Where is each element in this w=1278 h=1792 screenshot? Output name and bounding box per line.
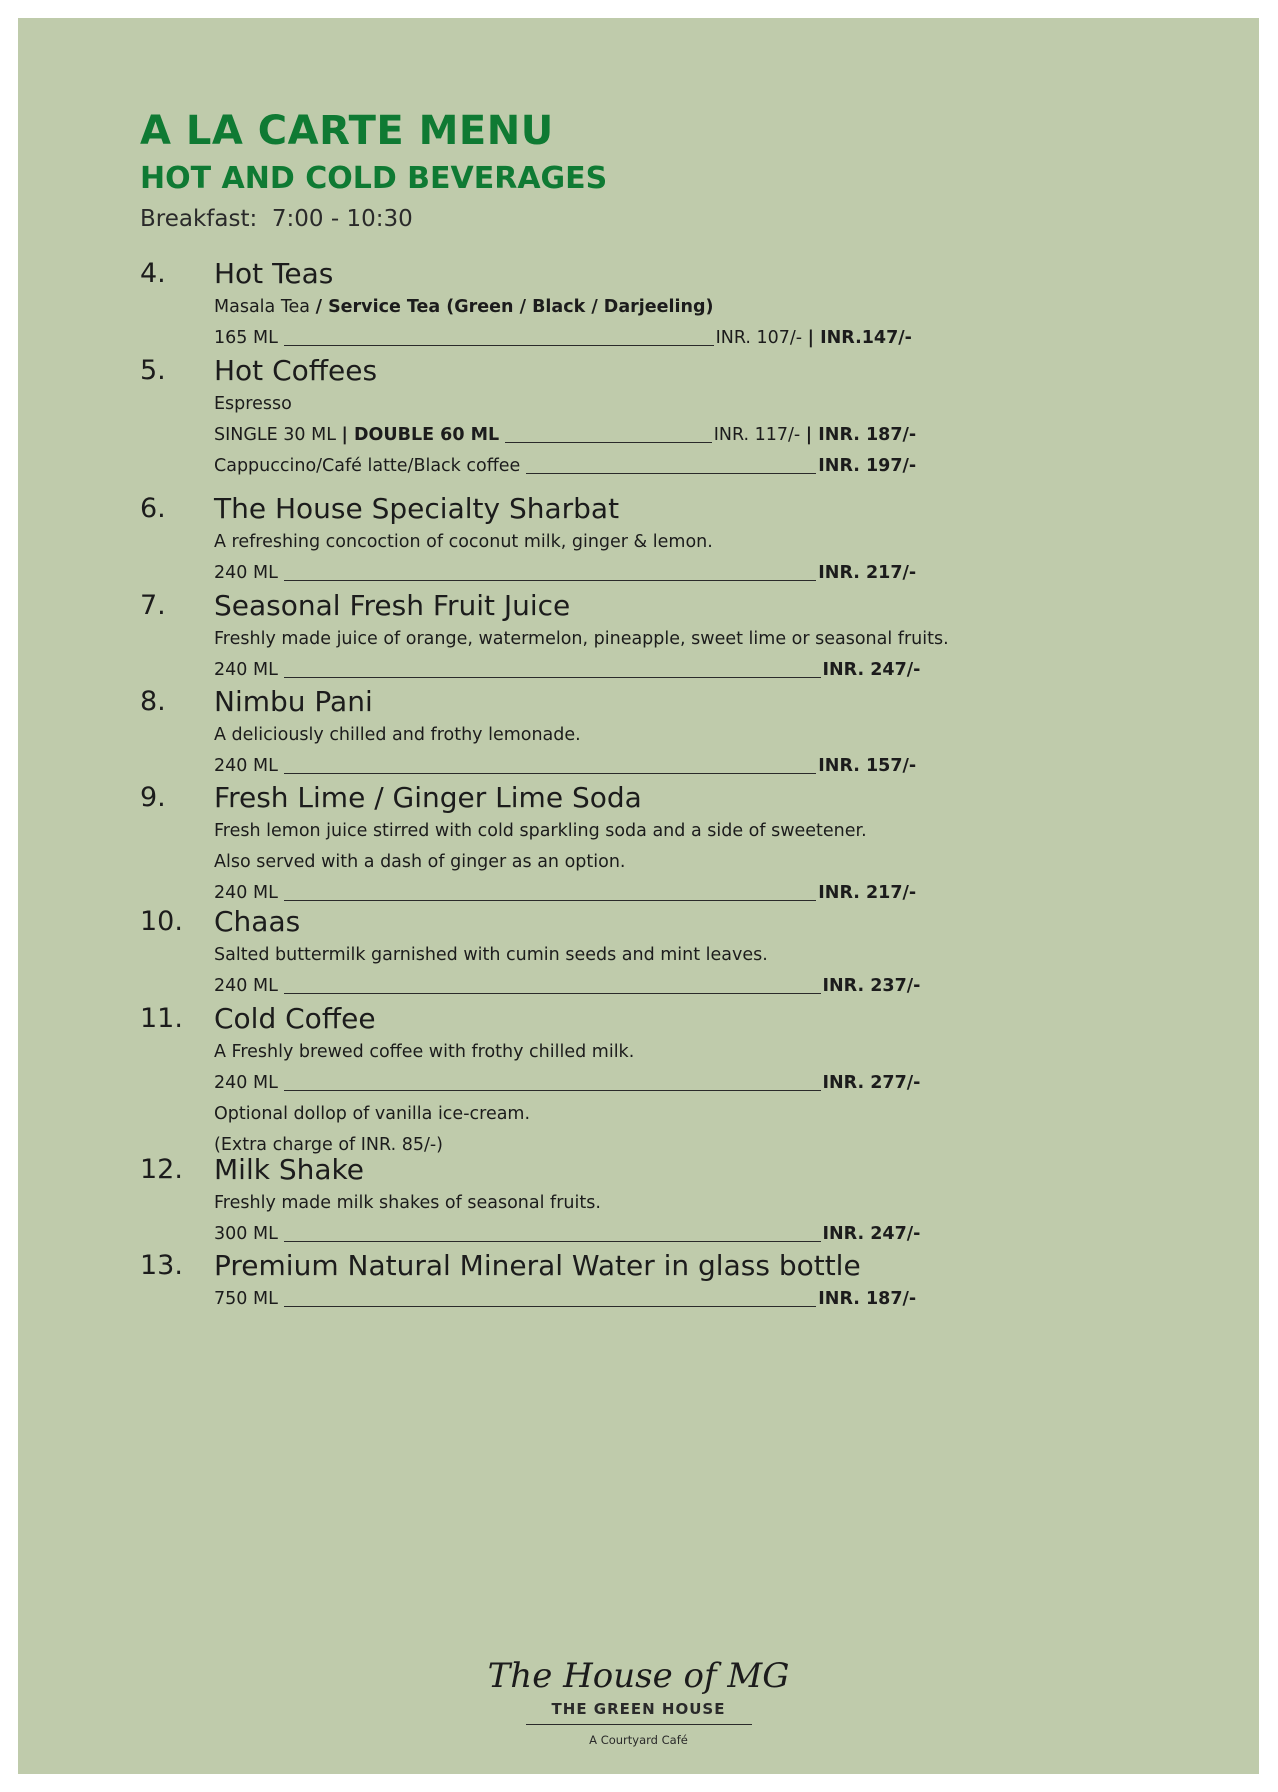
item-description: [214, 940, 1060, 971]
text-bold-part: | DOUBLE 60 ML: [341, 425, 500, 445]
item-name: Chaas: [214, 905, 301, 938]
menu-header: [140, 106, 607, 234]
brand-tagline: A Courtyard Café: [589, 1733, 688, 1747]
text-bold-part: INR. 217/-: [818, 563, 917, 583]
item-description: [214, 1099, 1060, 1130]
price-line: [214, 323, 912, 354]
text-part: A Freshly brewed coffee with frothy chilled milk.: [214, 1042, 635, 1062]
item-number: 5.: [140, 355, 166, 386]
item-name: Hot Teas: [214, 257, 334, 290]
item-description: [214, 527, 1060, 558]
item-price: [714, 420, 916, 451]
price-line: [214, 1284, 916, 1315]
leader-rule: [284, 1241, 821, 1242]
portion-label: [214, 1284, 278, 1315]
item-name: Premium Natural Mineral Water in glass bottle: [214, 1249, 861, 1282]
item-body: [214, 904, 1060, 1002]
text-part: 240 ML: [214, 563, 278, 583]
text-part: Cappuccino/Café latte/Black coffee: [214, 456, 521, 476]
text-part: Also served with a dash of ginger as an option.: [214, 852, 626, 872]
text-bold-part: INR. 217/-: [818, 883, 917, 903]
item-number: 7.: [140, 590, 166, 621]
item-name: Cold Coffee: [214, 1002, 376, 1035]
portion-label: [214, 971, 278, 1002]
text-part: 240 ML: [214, 1073, 278, 1093]
text-part: INR. 117/-: [713, 425, 806, 445]
item-name: Hot Coffees: [214, 354, 378, 387]
text-part: Freshly made milk shakes of seasonal fruits.: [214, 1193, 601, 1213]
item-name: Fresh Lime / Ginger Lime Soda: [214, 781, 642, 814]
item-price: [716, 323, 912, 354]
item-body: [214, 1248, 1060, 1315]
item-body: [214, 684, 1060, 782]
price-line: [214, 751, 916, 782]
item-description: [214, 1037, 1060, 1068]
text-bold-part: | INR. 187/-: [805, 425, 917, 445]
item-body: [214, 588, 1060, 686]
item-price: [818, 1284, 916, 1315]
item-description: [214, 624, 1060, 655]
portion-label: [214, 420, 499, 451]
script-logo: The House of MG: [487, 1656, 790, 1696]
item-body: [214, 256, 1060, 354]
text-part: INR. 107/-: [715, 328, 808, 348]
item-number: 11.: [140, 1003, 183, 1034]
text-bold-part: / Service Tea (Green / Black / Darjeeling): [315, 297, 714, 317]
portion-label: [214, 558, 278, 589]
text-bold-part: INR. 247/-: [822, 1224, 921, 1244]
text-bold-part: | INR.147/-: [807, 328, 912, 348]
item-price: [818, 558, 916, 589]
text-part: 300 ML: [214, 1224, 278, 1244]
item-body: [214, 353, 1060, 482]
item-description: [214, 720, 1060, 751]
item-price: [823, 1068, 921, 1099]
text-part: 165 ML: [214, 328, 278, 348]
item-description: [214, 1188, 1060, 1219]
item-name: Seasonal Fresh Fruit Juice: [214, 589, 571, 622]
portion-label: [214, 751, 278, 782]
text-bold-part: INR. 277/-: [822, 1073, 921, 1093]
leader-rule: [526, 473, 816, 474]
text-part: 240 ML: [214, 660, 278, 680]
item-name: Milk Shake: [214, 1153, 364, 1186]
footer-divider: [526, 1724, 752, 1725]
service-hours: [140, 204, 607, 234]
leader-rule: [284, 773, 816, 774]
item-number: 9.: [140, 782, 166, 813]
item-price: [823, 971, 921, 1002]
brand-name: THE GREEN HOUSE: [551, 1700, 726, 1718]
item-description: [214, 292, 1060, 323]
item-number: 4.: [140, 258, 166, 289]
item-number: 13.: [140, 1250, 183, 1281]
portion-label: [214, 451, 520, 482]
item-number: 8.: [140, 686, 166, 717]
portion-label: [214, 655, 278, 686]
portion-label: [214, 323, 278, 354]
leader-rule: [284, 580, 816, 581]
text-part: Fresh lemon juice stirred with cold sparkling soda and a side of sweetener.: [214, 821, 867, 841]
page-subtitle: HOT AND COLD BEVERAGES: [140, 161, 608, 196]
hours-label: Breakfast:: [140, 206, 258, 232]
portion-label: [214, 1219, 278, 1250]
item-number: 12.: [140, 1154, 183, 1185]
item-price: [818, 751, 916, 782]
item-description: [214, 847, 1060, 878]
text-bold-part: INR. 157/-: [818, 756, 917, 776]
text-part: 240 ML: [214, 883, 278, 903]
text-part: 240 ML: [214, 976, 278, 996]
price-line: [214, 451, 916, 482]
text-part: (Extra charge of INR. 85/-): [214, 1135, 443, 1155]
text-bold-part: INR. 197/-: [818, 456, 917, 476]
leader-rule: [284, 1306, 816, 1307]
text-part: 240 ML: [214, 756, 278, 776]
text-part: Espresso: [214, 394, 292, 414]
price-line: [214, 420, 916, 451]
text-part: A refreshing concoction of coconut milk, ginger & lemon.: [214, 532, 713, 552]
price-line: [214, 1068, 920, 1099]
item-price: [818, 451, 916, 482]
leader-rule: [284, 993, 821, 994]
text-part: Salted buttermilk garnished with cumin seeds and mint leaves.: [214, 945, 768, 965]
leader-rule: [284, 1090, 821, 1091]
text-bold-part: INR. 247/-: [822, 660, 921, 680]
page-title: A LA CARTE MENU: [140, 108, 554, 154]
leader-rule: [284, 900, 816, 901]
item-body: [214, 780, 1060, 909]
text-part: SINGLE 30 ML: [214, 425, 342, 445]
price-line: [214, 655, 920, 686]
text-part: Optional dollop of vanilla ice-cream.: [214, 1104, 531, 1124]
item-description: [214, 816, 1060, 847]
item-price: [823, 655, 921, 686]
footer-logo: [18, 1656, 1259, 1747]
text-part: Freshly made juice of orange, watermelon, pineapple, sweet lime or seasonal fruits.: [214, 629, 949, 649]
item-number: 10.: [140, 906, 183, 937]
item-description: [214, 389, 1060, 420]
hours-value: 7:00 - 10:30: [271, 206, 413, 232]
text-part: Masala Tea: [214, 297, 316, 317]
text-bold-part: INR. 237/-: [822, 976, 921, 996]
price-line: [214, 1219, 920, 1250]
item-body: [214, 491, 1060, 589]
item-number: 6.: [140, 493, 166, 524]
text-part: 750 ML: [214, 1289, 278, 1309]
text-bold-part: INR. 187/-: [818, 1289, 917, 1309]
leader-rule: [284, 345, 714, 346]
item-body: [214, 1152, 1060, 1250]
price-line: [214, 971, 920, 1002]
item-name: Nimbu Pani: [214, 685, 373, 718]
menu-page: [18, 18, 1259, 1774]
price-line: [214, 558, 916, 589]
portion-label: [214, 1068, 278, 1099]
leader-rule: [284, 677, 821, 678]
item-price: [823, 1219, 921, 1250]
text-part: A deliciously chilled and frothy lemonade.: [214, 725, 581, 745]
item-body: [214, 1001, 1060, 1161]
item-name: The House Specialty Sharbat: [214, 492, 620, 525]
leader-rule: [505, 442, 712, 443]
